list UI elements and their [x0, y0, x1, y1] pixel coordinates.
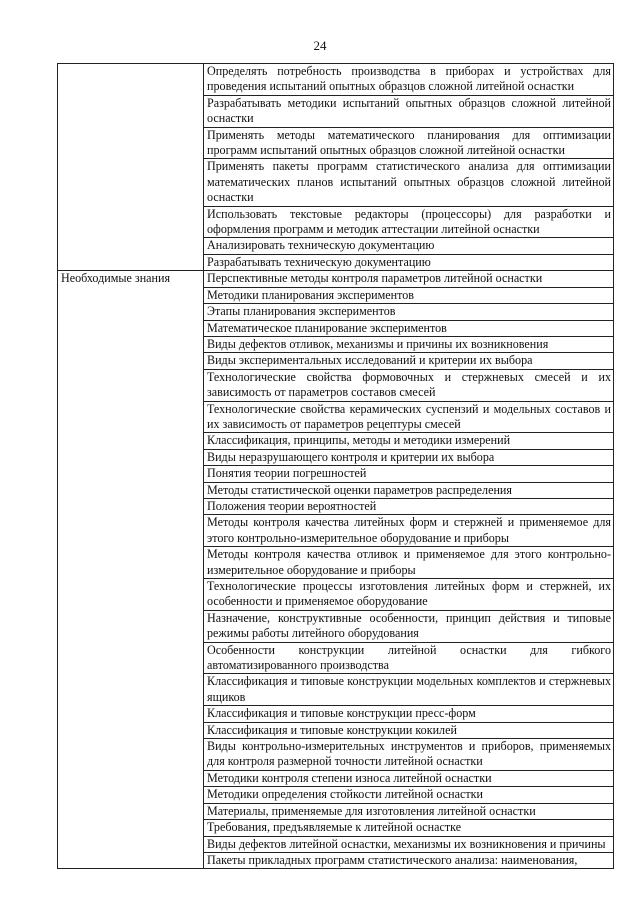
table-cell: Положения теории вероятностей	[204, 498, 614, 514]
table-cell: Классификация, принципы, методы и методики измерений	[204, 433, 614, 449]
table-cell: Классификация и типовые конструкции модельных комплектов и стержневых ящиков	[204, 674, 614, 706]
table-cell: Технологические свойства керамических суспензий и модельных составов и их зависимость от параметров рецептуры смесей	[204, 401, 614, 433]
table-cell: Применять методы математического планирования для оптимизации программ испытаний опытных образцов сложной литейной оснастки	[204, 127, 614, 159]
table-cell: Технологические процессы изготовления литейных форм и стержней, их особенности и применяемое оборудование	[204, 579, 614, 611]
table-cell: Виды экспериментальных исследований и критерии их выбора	[204, 353, 614, 369]
section-label-skills	[58, 64, 204, 271]
table-cell: Методы статистической оценки параметров распределения	[204, 482, 614, 498]
table-cell: Технологические свойства формовочных и стержневых смесей и их зависимость от параметров составов смесей	[204, 369, 614, 401]
table-cell: Разрабатывать техническую документацию	[204, 254, 614, 270]
table-cell: Виды неразрушающего контроля и критерии их выбора	[204, 449, 614, 465]
table-cell: Использовать текстовые редакторы (процессоры) для разработки и оформления программ и методик аттестации литейной оснастки	[204, 206, 614, 238]
table-cell: Математическое планирование экспериментов	[204, 320, 614, 336]
table-cell: Материалы, применяемые для изготовления литейной оснастки	[204, 803, 614, 819]
table-cell: Классификация и типовые конструкции кокилей	[204, 722, 614, 738]
table-cell: Требования, предъявляемые к литейной оснастке	[204, 820, 614, 836]
table-cell: Методики планирования экспериментов	[204, 287, 614, 303]
table-cell: Применять пакеты программ статистического анализа для оптимизации математических планов испытаний опытных образцов сложной литейной оснастки	[204, 159, 614, 206]
table-cell: Методы контроля качества литейных форм и стержней и применяемое для этого контрольно-измерительное оборудование и приборы	[204, 515, 614, 547]
table-cell: Виды дефектов отливок, механизмы и причины их возникновения	[204, 336, 614, 352]
table-cell: Классификация и типовые конструкции пресс-форм	[204, 706, 614, 722]
table-cell: Методики определения стойкости литейной оснастки	[204, 787, 614, 803]
table-cell: Перспективные методы контроля параметров литейной оснастки	[204, 271, 614, 287]
table-cell: Этапы планирования экспериментов	[204, 304, 614, 320]
table-cell: Методы контроля качества отливок и применяемое для этого контрольно-измерительное оборудование и приборы	[204, 547, 614, 579]
table-cell: Определять потребность производства в приборах и устройствах для проведения испытаний опытных образцов сложной литейной оснастки	[204, 64, 614, 96]
table-cell: Анализировать техническую документацию	[204, 238, 614, 254]
table-cell: Пакеты прикладных программ статистического анализа: наименования,	[204, 852, 614, 868]
table-cell: Виды дефектов литейной оснастки, механизмы их возникновения и причины	[204, 836, 614, 852]
table-row	[58, 64, 614, 96]
table-cell: Разрабатывать методики испытаний опытных образцов сложной литейной оснастки	[204, 95, 614, 127]
table-cell: Понятия теории погрешностей	[204, 466, 614, 482]
table-cell: Методики контроля степени износа литейной оснастки	[204, 770, 614, 786]
table-cell: Особенности конструкции литейной оснастки для гибкого автоматизированного производства	[204, 642, 614, 674]
requirements-table	[57, 63, 614, 869]
page-number: 24	[313, 38, 327, 53]
section-label-knowledge: Необходимые знания	[58, 271, 204, 869]
table-row	[58, 271, 614, 287]
table-cell: Виды контрольно-измерительных инструментов и приборов, применяемых для контроля размерной точности литейной оснастки	[204, 739, 614, 771]
table-cell: Назначение, конструктивные особенности, принцип действия и типовые режимы работы литейного оборудования	[204, 610, 614, 642]
